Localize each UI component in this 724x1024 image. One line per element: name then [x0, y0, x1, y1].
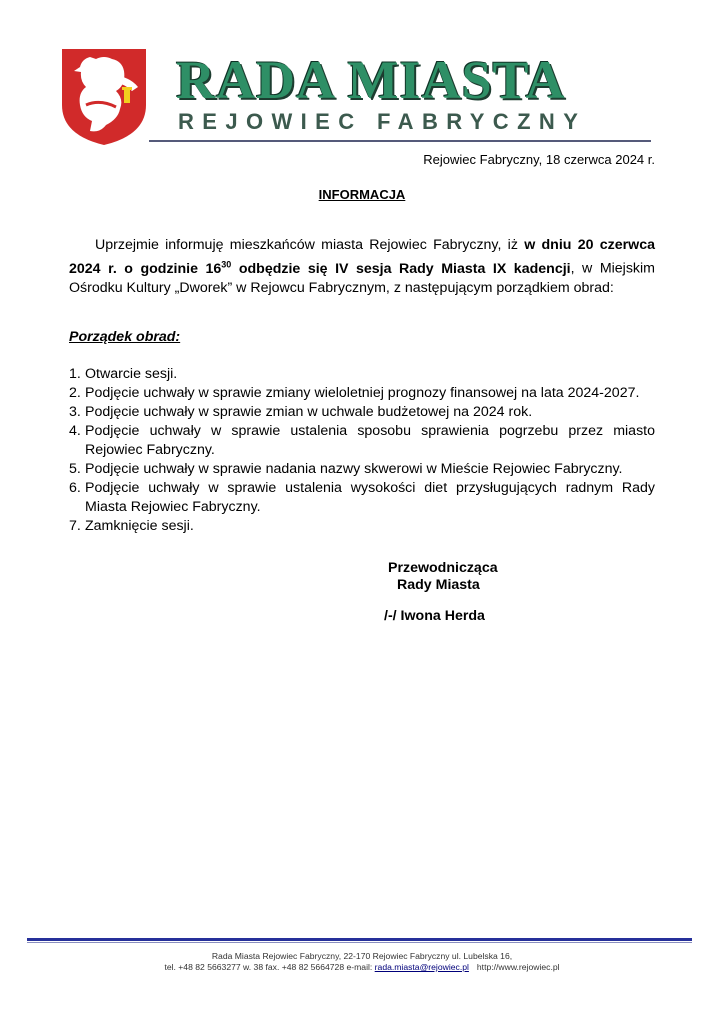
intro-bold-text-2: odbędzie się IV sesja Rady Miasta IX kadencji [231, 260, 571, 277]
footer-phone: tel. +48 82 5663277 w. 38 fax. +48 82 5664728 e-mail: [164, 962, 375, 972]
agenda-item-number: 7. [69, 518, 81, 534]
agenda-item-text: Otwarcie sesji. [85, 366, 178, 382]
date-line: Rejowiec Fabryczny, 18 czerwca 2024 r. [423, 152, 655, 167]
agenda-item [69, 517, 655, 536]
agenda-item-number: 4. [69, 423, 81, 439]
agenda-item-text: Podjęcie uchwały w sprawie zmiany wieloletniej prognozy finansowej na lata 2024-2027. [85, 385, 640, 401]
agenda-item [69, 384, 655, 403]
agenda-item-number: 1. [69, 366, 81, 382]
agenda-item-text: Podjęcie uchwały w sprawie ustalenia wysokości diet przysługujących radnym Rady Miasta Rejowiec Fabryczny. [85, 480, 655, 515]
intro-text-1: Uprzejmie informuję mieszkańców miasta Rejowiec Fabryczny, iż [95, 237, 525, 253]
agenda-item-number: 6. [69, 480, 81, 496]
intro-paragraph [69, 236, 655, 298]
agenda-list [69, 365, 655, 536]
agenda-item-text: Zamknięcie sesji. [85, 518, 194, 534]
town-subtitle: REJOWIEC FABRYCZNY [178, 109, 587, 134]
agenda-item [69, 403, 655, 422]
header-divider [149, 140, 651, 142]
email-link[interactable]: rada.miasta@rejowiec.pl [374, 962, 469, 972]
signature-role: Przewodnicząca [388, 560, 498, 576]
agenda-item [69, 479, 655, 517]
signature-body: Rady Miasta [397, 577, 480, 593]
time-superscript: 30 [221, 259, 232, 269]
agenda-item-number: 3. [69, 404, 81, 420]
intro-bold-text: w dniu 20 czerwca 2024 r. o godzinie 16 [69, 237, 655, 277]
agenda-item-number: 5. [69, 461, 81, 477]
footer-contact [0, 962, 724, 973]
intro-text-2: , w Miejskim Ośrodku Kultury „Dworek” w Rejowcu Fabrycznym, z następującym porządkiem obrad: [69, 260, 655, 296]
document-heading: INFORMACJA [318, 187, 406, 202]
agenda-item [69, 365, 655, 384]
agenda-item-text: Podjęcie uchwały w sprawie nadania nazwy skwerowi w Mieście Rejowiec Fabryczny. [85, 461, 623, 477]
footer-divider [27, 938, 692, 941]
coat-of-arms-logo [60, 47, 148, 147]
signature-name: /-/ Iwona Herda [384, 608, 485, 624]
agenda-item-text: Podjęcie uchwały w sprawie ustalenia sposobu sprawienia pogrzebu przez miasto Rejowiec Fabryczny. [85, 423, 655, 458]
website-link[interactable]: http://www.rejowiec.pl [476, 962, 560, 972]
footer-address: Rada Miasta Rejowiec Fabryczny, 22-170 Rejowiec Fabryczny ul. Lubelska 16, [211, 951, 513, 961]
agenda-item-number: 2. [69, 385, 81, 401]
agenda-item [69, 460, 655, 479]
council-title: RADA MIASTA [176, 50, 566, 110]
agenda-item-text: Podjęcie uchwały w sprawie zmian w uchwale budżetowej na 2024 rok. [85, 404, 533, 420]
footer-divider-thin [27, 942, 692, 943]
agenda-item [69, 422, 655, 460]
agenda-title: Porządek obrad: [69, 329, 181, 345]
